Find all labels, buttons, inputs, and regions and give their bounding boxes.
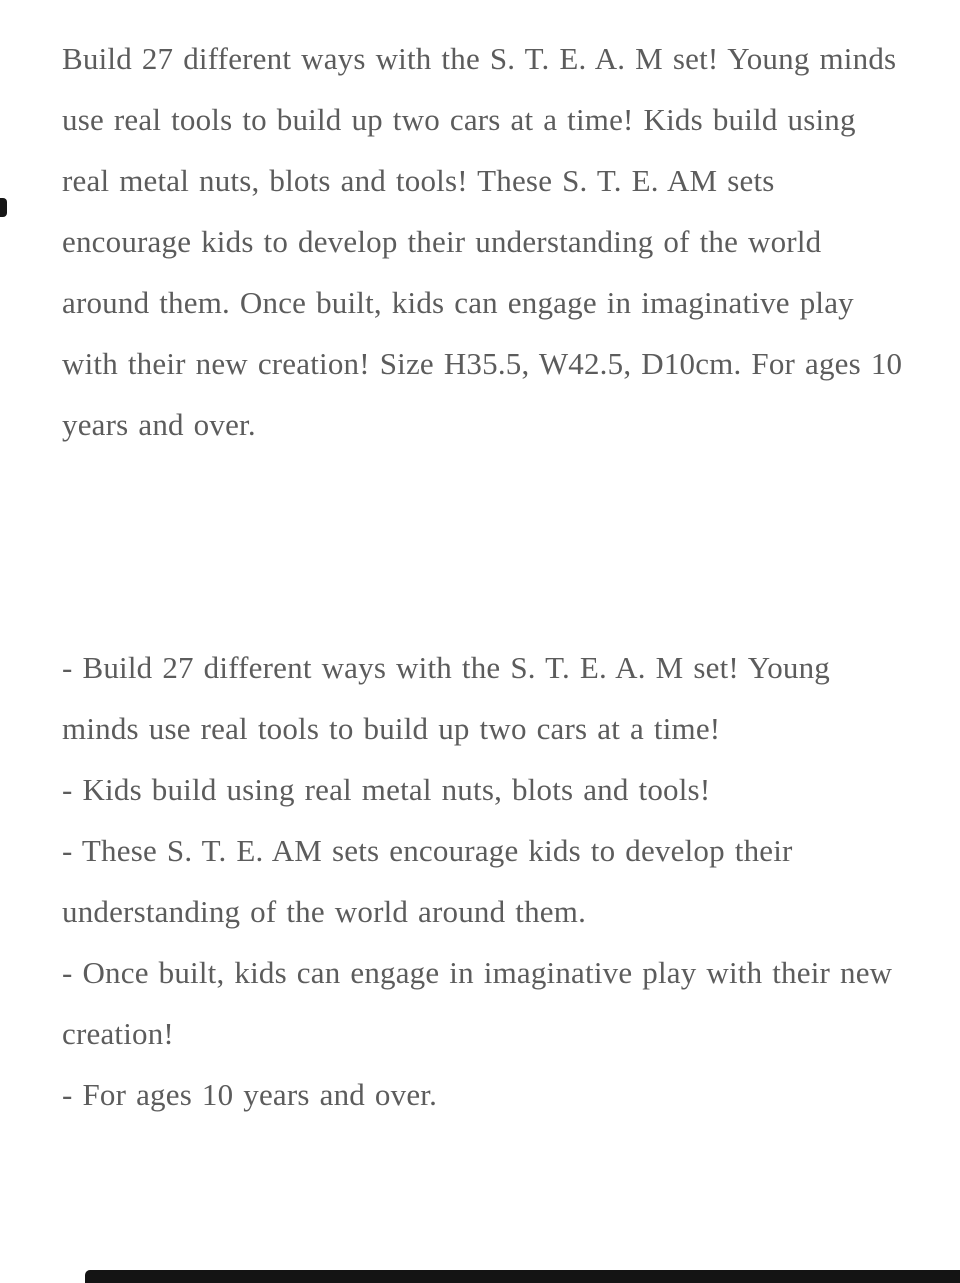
bottom-dark-bar <box>85 1270 960 1283</box>
feature-list-item: - For ages 10 years and over. <box>62 1077 438 1112</box>
product-description-paragraph: Build 27 different ways with the S. T. E. A. M set! Young minds use real tools to build up two cars at a time! Kids build using real metal nuts, blots and tools! These S. T. E. AM sets encourage kids to develop their understanding of the world around them. Once built, kids can engage in imaginative play with their new creation! Size H35.5, W42.5, D10cm. For ages 10 years and over. <box>62 41 903 442</box>
product-description-section <box>62 28 904 1125</box>
left-edge-artifact <box>0 198 7 217</box>
feature-list-item: - Build 27 different ways with the S. T. E. A. M set! Young minds use real tools to build up two cars at a time! <box>62 650 831 746</box>
feature-list-item: - Kids build using real metal nuts, blots and tools! <box>62 772 711 807</box>
product-feature-list <box>62 637 904 1125</box>
feature-list-item: - Once built, kids can engage in imaginative play with their new creation! <box>62 955 893 1051</box>
feature-list-item: - These S. T. E. AM sets encourage kids to develop their understanding of the world around them. <box>62 833 793 929</box>
